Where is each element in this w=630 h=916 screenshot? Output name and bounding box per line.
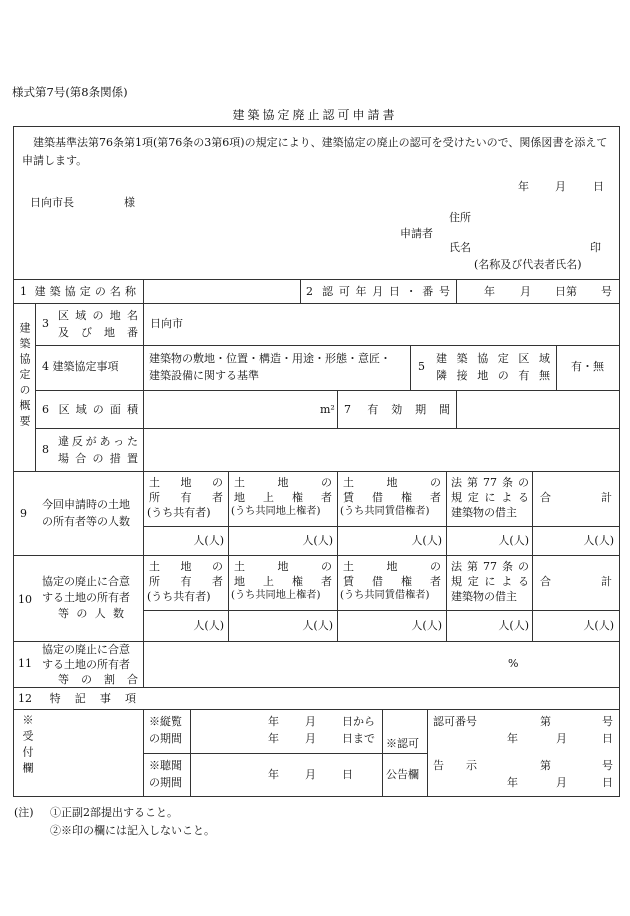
approval-number-year: 年 xyxy=(507,732,518,745)
row-line xyxy=(144,753,427,754)
col-line xyxy=(190,709,191,797)
col-line xyxy=(300,279,301,304)
approval-date-number-label: 2 認可年月日・番号 xyxy=(306,285,450,298)
table-border-right xyxy=(619,126,620,797)
row-line xyxy=(13,709,620,710)
consenting-owners-number: 10 xyxy=(18,593,32,606)
row-line xyxy=(144,610,620,611)
notice-label: 告示 xyxy=(433,759,477,772)
col-line xyxy=(337,390,338,429)
hearing-period-label-a: ※聴聞 xyxy=(149,759,182,772)
notice-month: 月 xyxy=(556,776,567,789)
adjacent-land-label-a: 建築協定区域 xyxy=(436,352,550,365)
col-line xyxy=(456,390,457,429)
row-line xyxy=(35,390,620,391)
consent-ratio-label-a: 協定の廃止に合意 xyxy=(42,643,130,656)
lessee-header-a: 土地の xyxy=(343,560,441,573)
notice-go: 号 xyxy=(602,759,613,772)
notice-dai: 第 xyxy=(540,759,551,772)
approval-number-month: 月 xyxy=(556,732,567,745)
approval-notice-label-b: 公告欄 xyxy=(386,768,419,781)
address-label: 住所 xyxy=(449,211,471,224)
row-line xyxy=(13,555,620,556)
note-1: ①正副2部提出すること。 xyxy=(50,806,178,819)
art77-header-b: 規定による xyxy=(451,491,529,504)
superficies-count-unit: 人(人) xyxy=(302,619,333,632)
approval-number-day: 日 xyxy=(602,732,613,745)
approval-day-no: 日第 xyxy=(555,285,577,298)
superficies-header-a: 土地の xyxy=(234,560,332,573)
col-line xyxy=(35,303,36,472)
area-location-value: 日向市 xyxy=(150,317,183,330)
owner-count-unit: 人(人) xyxy=(193,619,224,632)
agreement-name-label: 1 建築協定の名称 xyxy=(20,285,136,298)
lessee-count-unit: 人(人) xyxy=(411,619,442,632)
approval-go: 号 xyxy=(601,285,612,298)
notes-label: (注) xyxy=(14,806,34,819)
approval-number-label: 認可番号 xyxy=(433,715,477,728)
owner-header-b: 所有者 xyxy=(149,575,223,588)
row-line xyxy=(35,428,620,429)
superficies-header-b: 地上権者 xyxy=(234,575,332,588)
approval-year: 年 xyxy=(484,285,495,298)
owner-header-b: 所有者 xyxy=(149,491,223,504)
owner-header-a: 土地の xyxy=(149,560,223,573)
row-line xyxy=(13,471,620,472)
application-date-year: 年 xyxy=(518,180,529,193)
application-date-month: 月 xyxy=(555,180,566,193)
form-title: 建築協定廃止認可申請書 xyxy=(232,108,398,122)
special-notes-label: 12 特記事項 xyxy=(18,692,136,705)
current-owners-label-a: 今回申請時の土地 xyxy=(42,498,130,511)
approval-month: 月 xyxy=(520,285,531,298)
approval-number-go: 号 xyxy=(602,715,613,728)
area-size-label: 6 区域の面積 xyxy=(42,403,138,416)
approval-number-dai: 第 xyxy=(540,715,551,728)
art77-header-a: 法第77条の xyxy=(451,476,529,489)
col-line xyxy=(382,709,383,797)
validity-period-label: 7 有効期間 xyxy=(344,403,450,416)
lessee-count-unit: 人(人) xyxy=(411,534,442,547)
consenting-owners-label-c: 等の人数 xyxy=(58,607,124,620)
violation-measure-label-b: 場合の措置 xyxy=(58,452,138,465)
hearing-year: 年 xyxy=(268,768,279,781)
col-line xyxy=(143,709,144,797)
hearing-period-label-b: の期間 xyxy=(149,776,182,789)
consent-ratio-number: 11 xyxy=(18,657,32,670)
col-line xyxy=(446,471,447,642)
superficies-header-a: 土地の xyxy=(234,476,332,489)
inspection-period-label-b: の期間 xyxy=(149,732,182,745)
hearing-month: 月 xyxy=(305,768,316,781)
violation-measure-label-a: 違反があった xyxy=(58,435,138,448)
reception-label: ※受付欄 xyxy=(21,714,34,778)
col-line xyxy=(456,279,457,304)
row-line xyxy=(13,279,620,280)
inspection-to-year: 年 xyxy=(268,732,279,745)
inspection-from-day: 日から xyxy=(342,715,375,728)
approval-notice-label-a: ※認可 xyxy=(386,737,419,750)
lessee-header-c: (うち共同賃借権者) xyxy=(340,506,430,517)
agreement-matters-value-a: 建築物の敷地・位置・構造・用途・形態・意匠・ xyxy=(149,352,391,365)
art77-header-b: 規定による xyxy=(451,575,529,588)
area-location-number: 3 xyxy=(42,317,49,330)
col-line xyxy=(143,279,144,304)
row-line xyxy=(13,687,620,688)
agreement-matters-value-b: 建築設備に関する基準 xyxy=(149,369,259,382)
lessee-header-b: 賃借権者 xyxy=(343,491,441,504)
total-count-unit: 人(人) xyxy=(583,619,614,632)
table-border-top xyxy=(13,126,620,127)
area-size-unit: m² xyxy=(320,403,335,416)
art77-header-c: 建築物の借主 xyxy=(451,590,517,603)
adjacent-land-label-b: 隣接地の有無 xyxy=(436,369,550,382)
consent-ratio-label-c: 等の割合 xyxy=(58,673,138,686)
art77-count-unit: 人(人) xyxy=(498,534,529,547)
col-line xyxy=(427,709,428,797)
col-line xyxy=(337,471,338,642)
col-line xyxy=(410,345,411,391)
notice-year: 年 xyxy=(507,776,518,789)
note-2: ②※印の欄には記入しないこと。 xyxy=(50,824,215,837)
total-header: 合計 xyxy=(540,575,612,588)
notice-day: 日 xyxy=(602,776,613,789)
name-note: (名称及び代表者氏名) xyxy=(474,258,582,271)
row-line xyxy=(144,526,620,527)
adjacent-land-value: 有・無 xyxy=(571,360,604,373)
lessee-header-a: 土地の xyxy=(343,476,441,489)
superficies-header-c: (うち共同地上権者) xyxy=(231,590,321,601)
row-line xyxy=(13,641,620,642)
owner-header-c: (うち共有者) xyxy=(147,590,211,603)
superficies-count-unit: 人(人) xyxy=(302,534,333,547)
inspection-period-label-a: ※縦覧 xyxy=(149,715,182,728)
lessee-header-b: 賃借権者 xyxy=(343,575,441,588)
col-line xyxy=(532,471,533,642)
applicant-label: 申請者 xyxy=(400,227,433,240)
application-statement: 建築基準法第76条第1項(第76条の3第6項)の規定により、建築協定の廃止の認可を受けたいので、関係図書を添えて申請します。 xyxy=(22,136,608,167)
art77-header-c: 建築物の借主 xyxy=(451,506,517,519)
area-location-label-b: 及び地番 xyxy=(58,326,138,339)
owner-header-a: 土地の xyxy=(149,476,223,489)
lessee-header-c: (うち共同賃借権者) xyxy=(340,590,430,601)
inspection-to-month: 月 xyxy=(305,732,316,745)
owner-header-c: (うち共有者) xyxy=(147,506,211,519)
row-line xyxy=(13,303,620,304)
application-date-day: 日 xyxy=(593,180,604,193)
art77-header-a: 法第77条の xyxy=(451,560,529,573)
current-owners-number: 9 xyxy=(20,507,27,520)
current-owners-label-b: の所有者等の人数 xyxy=(42,515,130,528)
inspection-from-month: 月 xyxy=(305,715,316,728)
consenting-owners-label-b: する土地の所有者 xyxy=(42,591,130,604)
area-location-label-a: 区域の地名 xyxy=(58,309,138,322)
col-line xyxy=(228,471,229,642)
name-label: 氏名 xyxy=(449,241,471,254)
superficies-header-b: 地上権者 xyxy=(234,491,332,504)
addressee: 日向市長 xyxy=(30,196,74,209)
seal-mark: 印 xyxy=(590,241,601,254)
consent-ratio-unit: % xyxy=(508,657,519,670)
agreement-overview-label: 建築協定の概要 xyxy=(18,322,31,431)
inspection-to-day: 日まで xyxy=(342,732,375,745)
addressee-honorific: 様 xyxy=(124,196,135,209)
owner-count-unit: 人(人) xyxy=(193,534,224,547)
form-number: 様式第7号(第8条関係) xyxy=(12,85,128,99)
hearing-day: 日 xyxy=(342,768,353,781)
table-border-bottom xyxy=(13,796,620,797)
row-line xyxy=(35,345,620,346)
art77-count-unit: 人(人) xyxy=(498,619,529,632)
total-count-unit: 人(人) xyxy=(583,534,614,547)
consent-ratio-label-b: する土地の所有者 xyxy=(42,658,130,671)
superficies-header-c: (うち共同地上権者) xyxy=(231,506,321,517)
inspection-from-year: 年 xyxy=(268,715,279,728)
consenting-owners-label-a: 協定の廃止に合意 xyxy=(42,575,130,588)
agreement-matters-number: 4 建築協定事項 xyxy=(42,360,119,373)
adjacent-land-number: 5 xyxy=(418,360,425,373)
violation-measure-number: 8 xyxy=(42,443,49,456)
total-header: 合計 xyxy=(540,491,612,504)
table-border-left xyxy=(13,126,14,797)
